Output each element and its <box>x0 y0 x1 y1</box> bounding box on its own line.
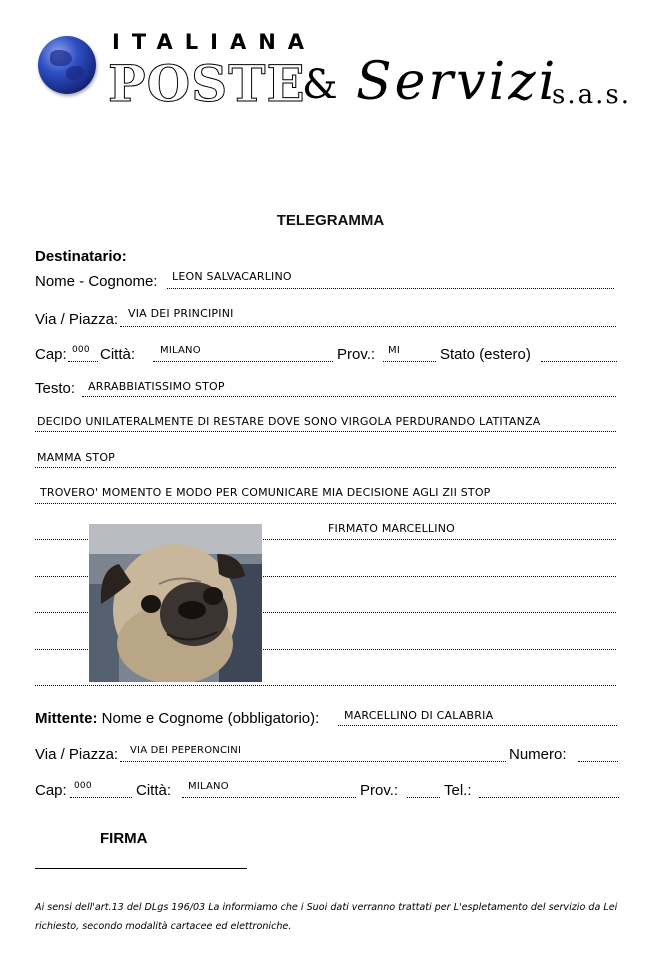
via-piazza-field[interactable] <box>120 326 616 327</box>
mittente-nome-value: MARCELLINO DI CALABRIA <box>344 709 494 722</box>
mittente-via-value: VIA DEI PEPERONCINI <box>130 745 242 756</box>
testo-label: Testo: <box>35 380 76 397</box>
mittente-citta-field[interactable] <box>182 797 356 798</box>
globe-logo-icon <box>38 36 96 94</box>
stato-estero-label: Stato (estero) <box>440 346 531 363</box>
tel-field[interactable] <box>479 797 619 798</box>
destinatario-heading: Destinatario: <box>35 248 127 265</box>
testo-line-4: TROVERO' MOMENTO E MODO PER COMUNICARE MIA DECISIONE AGLI ZII STOP <box>40 486 491 499</box>
nome-cognome-value: LEON SALVACARLINO <box>172 270 292 283</box>
pug-photo <box>89 524 262 682</box>
mittente-via-label: Via / Piazza: <box>35 746 119 763</box>
citta-field[interactable] <box>153 361 333 362</box>
testo-line-3: MAMMA STOP <box>37 451 116 464</box>
testo-line-1: ARRABBIATISSIMO STOP <box>88 380 225 393</box>
mittente-prov-label: Prov.: <box>360 782 399 799</box>
cap-field[interactable] <box>68 361 98 362</box>
testo-line-2-field[interactable] <box>35 431 616 432</box>
mittente-citta-value: MILANO <box>188 781 229 792</box>
mittente-cap-label: Cap: <box>35 782 67 799</box>
pug-image <box>89 524 262 682</box>
firma-label: FIRMA <box>100 830 148 847</box>
numero-field[interactable] <box>578 761 618 762</box>
mittente-nome-field[interactable] <box>338 725 617 726</box>
numero-label: Numero: <box>509 746 567 763</box>
brand-ampersand: & <box>302 62 338 108</box>
mittente-cap-value: 000 <box>74 781 92 791</box>
firma-signature-line[interactable] <box>35 868 247 869</box>
brand-line-italiana: ITALIANA <box>112 30 317 54</box>
via-piazza-value: VIA DEI PRINCIPINI <box>128 307 234 320</box>
mittente-nome-label <box>35 710 319 727</box>
nome-cognome-label: Nome - Cognome: <box>35 273 158 290</box>
mittente-prov-field[interactable] <box>407 797 440 798</box>
stato-estero-field[interactable] <box>541 361 617 362</box>
mittente-cap-field[interactable] <box>70 797 132 798</box>
citta-label: Città: <box>100 346 136 363</box>
testo-line-1-field[interactable] <box>82 396 616 397</box>
mittente-via-field[interactable] <box>120 761 506 762</box>
prov-field[interactable] <box>383 361 436 362</box>
via-piazza-label: Via / Piazza: <box>35 311 119 328</box>
testo-signature: FIRMATO MARCELLINO <box>328 522 455 535</box>
cap-value: 000 <box>72 345 90 355</box>
testo-line-9-field[interactable] <box>35 685 616 686</box>
brand-servizi: Servizi <box>356 52 559 112</box>
prov-value: MI <box>388 345 400 356</box>
testo-line-2: DECIDO UNILATERALMENTE DI RESTARE DOVE SONO VIRGOLA PERDURANDO LATITANZA <box>37 415 541 428</box>
document-title: TELEGRAMMA <box>276 212 385 229</box>
cap-label: Cap: <box>35 346 67 363</box>
prov-label: Prov.: <box>337 346 376 363</box>
testo-line-4-field[interactable] <box>35 503 616 504</box>
brand-poste: POSTE <box>108 54 306 113</box>
mittente-heading: Mittente: <box>35 710 98 727</box>
testo-line-3-field[interactable] <box>35 467 616 468</box>
brand-suffix: s.a.s. <box>552 80 631 110</box>
mittente-citta-label: Città: <box>136 782 172 799</box>
citta-value: MILANO <box>160 345 201 356</box>
privacy-notice: Ai sensi dell'art.13 del DLgs 196/03 La informiamo che i Suoi dati verranno trattati per L'espletamento del servizio da Lei richiesto, secondo modalità cartacee ed elettroniche. <box>35 902 618 932</box>
mittente-nome-text: Nome e Cognome (obbligatorio): <box>101 710 320 727</box>
tel-label: Tel.: <box>444 782 472 799</box>
nome-cognome-field[interactable] <box>167 288 614 289</box>
